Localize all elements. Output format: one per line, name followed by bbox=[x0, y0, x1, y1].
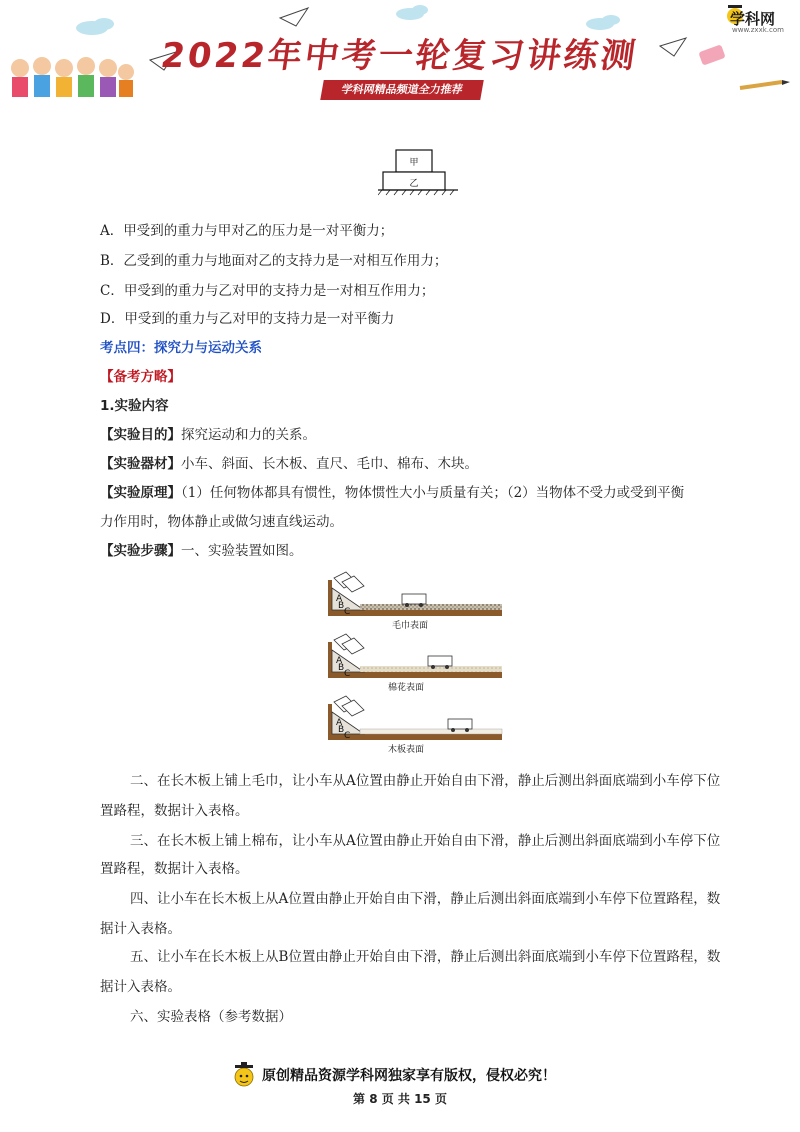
equipment-text: 小车、斜面、长木板、直尺、毛巾、棉布、木块。 bbox=[181, 456, 478, 472]
logo-name: 学科网 bbox=[730, 10, 776, 28]
step-6-line: 六、实验表格（参考数据） bbox=[130, 1009, 292, 1025]
step-4-line-1: 四、让小车在长木板上从A位置由静止开始自由下滑，静止后测出斜面底端到小车停下位置路程，数 bbox=[130, 891, 721, 907]
purpose-text: 探究运动和力的关系。 bbox=[181, 427, 316, 443]
equipment-label: 【实验器材】 bbox=[100, 456, 181, 472]
setup-cotton bbox=[328, 634, 502, 693]
step-5-line-2: 据计入表格。 bbox=[100, 979, 181, 995]
header-title: 2022年中考一轮复习讲练测 bbox=[158, 36, 641, 76]
mark-b-3: B bbox=[338, 725, 345, 735]
equipment-line bbox=[100, 455, 478, 473]
sub-title: 1.实验内容 bbox=[100, 398, 169, 414]
steps-text: 一、实验装置如图。 bbox=[181, 543, 303, 559]
copyright-text: 原创精品资源学科网独家享有版权，侵权必究！ bbox=[262, 1068, 556, 1084]
section-title: 考点四：探究力与运动关系 bbox=[100, 340, 262, 356]
mascot-icon bbox=[230, 1062, 258, 1088]
step-3-line-1: 三、在长木板上铺上棉布，让小车从A位置由静止开始自由下滑，静止后测出斜面底端到小车停下位 bbox=[130, 833, 721, 849]
surface-label-wood: 木板表面 bbox=[388, 745, 425, 755]
steps-label: 【实验步骤】 bbox=[100, 543, 181, 559]
principle-text-2: 力作用时，物体静止或做匀速直线运动。 bbox=[100, 514, 343, 530]
step-5-line-1: 五、让小车在长木板上从B位置由静止开始自由下滑，静止后测出斜面底端到小车停下位置路程，数 bbox=[130, 949, 721, 965]
header-subtitle: 学科网精品频道全力推荐 bbox=[320, 80, 484, 100]
option-c: C．甲受到的重力与乙对甲的支持力是一对相互作用力； bbox=[100, 283, 435, 299]
mark-c-2: C bbox=[344, 669, 351, 679]
copyright-note bbox=[230, 1062, 590, 1088]
stacked-blocks-figure bbox=[378, 146, 468, 196]
step-2-line-2: 置路程，数据计入表格。 bbox=[100, 803, 249, 819]
surface-label-towel: 毛巾表面 bbox=[392, 621, 429, 631]
site-logo[interactable] bbox=[706, 6, 786, 36]
purpose-label: 【实验目的】 bbox=[100, 427, 181, 443]
purpose-line bbox=[100, 426, 316, 444]
steps-line bbox=[100, 542, 303, 560]
block-yi-label: 乙 bbox=[409, 179, 419, 189]
mark-a-1: A bbox=[336, 594, 343, 604]
page-number: 第 8 页 共 15 页 bbox=[353, 1092, 447, 1106]
setup-towel bbox=[328, 572, 502, 631]
mark-c-3: C bbox=[344, 731, 351, 741]
surface-label-cotton: 棉花表面 bbox=[388, 683, 425, 693]
mark-c-1: C bbox=[344, 607, 351, 617]
block-jia-label: 甲 bbox=[409, 158, 419, 168]
option-a: A．甲受到的重力与甲对乙的压力是一对平衡力； bbox=[100, 223, 394, 239]
option-b: B．乙受到的重力与地面对乙的支持力是一对相互作用力； bbox=[100, 253, 448, 269]
principle-label: 【实验原理】 bbox=[100, 485, 181, 501]
step-3-line-2: 置路程，数据计入表格。 bbox=[100, 861, 249, 877]
step-2-line-1: 二、在长木板上铺上毛巾，让小车从A位置由静止开始自由下滑，静止后测出斜面底端到小车停下位 bbox=[130, 773, 721, 789]
experiment-figure bbox=[322, 568, 512, 758]
mark-b-2: B bbox=[338, 663, 345, 673]
mark-a-2: A bbox=[336, 656, 343, 666]
mark-a-3: A bbox=[336, 718, 343, 728]
mark-b-1: B bbox=[338, 601, 345, 611]
logo-url: www.zxxk.com bbox=[732, 26, 784, 34]
page-header bbox=[0, 0, 800, 110]
option-d: D．甲受到的重力与乙对甲的支持力是一对平衡力 bbox=[100, 311, 395, 327]
principle-line bbox=[100, 484, 684, 502]
prep-title: 【备考方略】 bbox=[100, 369, 181, 385]
principle-text-1: （1）任何物体都具有惯性，物体惯性大小与质量有关；（2）当物体不受力或受到平衡 bbox=[181, 485, 685, 501]
setup-wood bbox=[328, 696, 502, 755]
step-4-line-2: 据计入表格。 bbox=[100, 921, 181, 937]
